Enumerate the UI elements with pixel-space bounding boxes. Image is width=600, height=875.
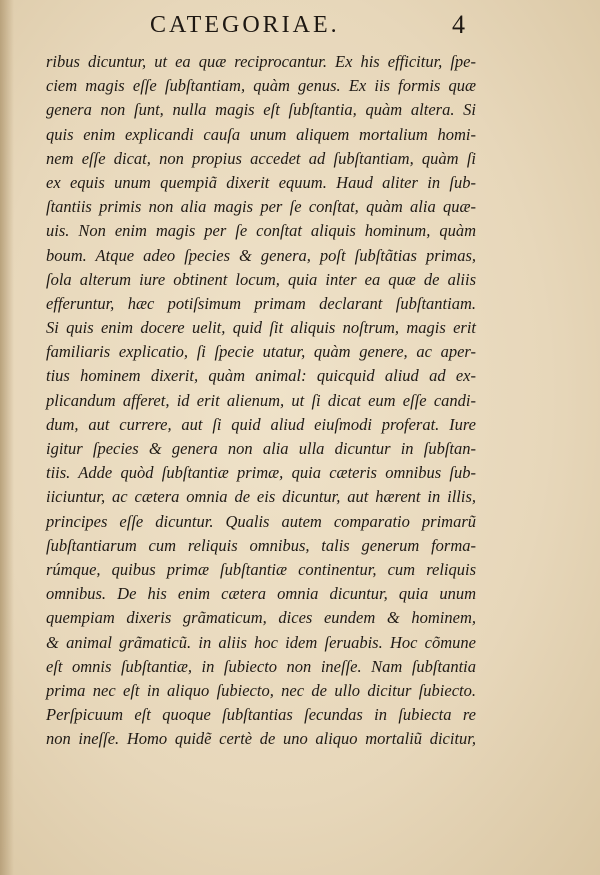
running-head-title: CATEGORIAE. [150,12,340,38]
text-line: ſola alterum iure obtinent locum, quia inter ea quæ de aliis [46,269,476,289]
text-line: omnibus. De his enim cætera omnia dicuntur, quia unum [46,584,476,604]
text-line: plicandum afferet, id erit alienum, ut ſi dicat eum eſſe candi- [46,390,476,410]
body-text [46,50,476,751]
text-line: familiaris explicatio, ſi ſpecie utatur, quàm genere, ac aper- [46,342,476,362]
text-line: non ineſſe. Homo quidẽ certè de uno aliquo mortaliũ dicitur, [46,729,476,749]
text-line: iiciuntur, ac cætera omnia de eis dicuntur, aut hærent in illis, [46,487,476,507]
text-line: principes eſſe dicuntur. Qualis autem comparatio primarũ [46,511,476,531]
text-line: tiis. Adde quòd ſubſtantiæ primæ, quia cæteris omnibus ſub- [46,463,476,483]
text-line: ciem magis eſſe ſubſtantiam, quàm genus. Ex iis formis quæ [46,76,476,96]
text-line: ſtantiis primis non alia magis per ſe conſtat, quàm alia quæ- [46,197,476,217]
text-line: prima nec eſt in aliquo ſubiecto, nec de ullo dicitur ſubiecto. [46,680,476,700]
text-line: eſt omnis ſubſtantiæ, in ſubiecto non ineſſe. Nam ſubſtantia [46,656,476,676]
text-line: ex equis unum quempiã dixerit equum. Haud aliter in ſub- [46,172,476,192]
text-line: & animal grãmaticũ. in aliis hoc idem ſeruabis. Hoc cõmune [46,632,476,652]
text-line: genera non ſunt, nulla magis eſt ſubſtantia, quàm altera. Si [46,100,476,120]
text-line: Si quis enim docere uelit, quid ſit aliquis noſtrum, magis erit [46,318,476,338]
text-line: ſubſtantiarum cum reliquis omnibus, talis generum forma- [46,535,476,555]
text-line: uis. Non enim magis per ſe conſtat aliquis hominum, quàm [46,221,476,241]
text-line: nem eſſe dicat, non propius accedet ad ſubſtantiam, quàm ſi [46,148,476,168]
text-line: ribus dicuntur, ut ea quæ reciprocantur. Ex his efficitur, ſpe- [46,52,476,71]
running-head [100,10,560,40]
text-line: boum. Atque adeo ſpecies & genera, poſt ſubſtãtias primas, [46,245,476,265]
text-line: quis enim explicandi cauſa unum aliquem mortalium homi- [46,124,476,144]
text-line: quempiam dixeris grãmaticum, dices eundem & hominem, [46,608,476,628]
text-line: rúmque, quibus primæ ſubſtantiæ continentur, cum reliquis [46,559,476,579]
text-line: tius hominem dixerit, quàm animal: quicquid aliud ad ex- [46,366,476,386]
page-number: 4 [452,10,465,39]
text-line: efferuntur, hæc potiſsimum primam declarant ſubſtantiam. [46,293,476,313]
text-line: igitur ſpecies & genera non alia ulla dicuntur in ſubſtan- [46,439,476,458]
page-gutter-shadow [0,0,14,875]
text-line: dum, aut currere, aut ſi quid aliud eiuſmodi proferat. Iure [46,414,476,434]
text-line: Perſpicuum eſt quoque ſubſtantias ſecundas in ſubiecta re [46,705,476,725]
